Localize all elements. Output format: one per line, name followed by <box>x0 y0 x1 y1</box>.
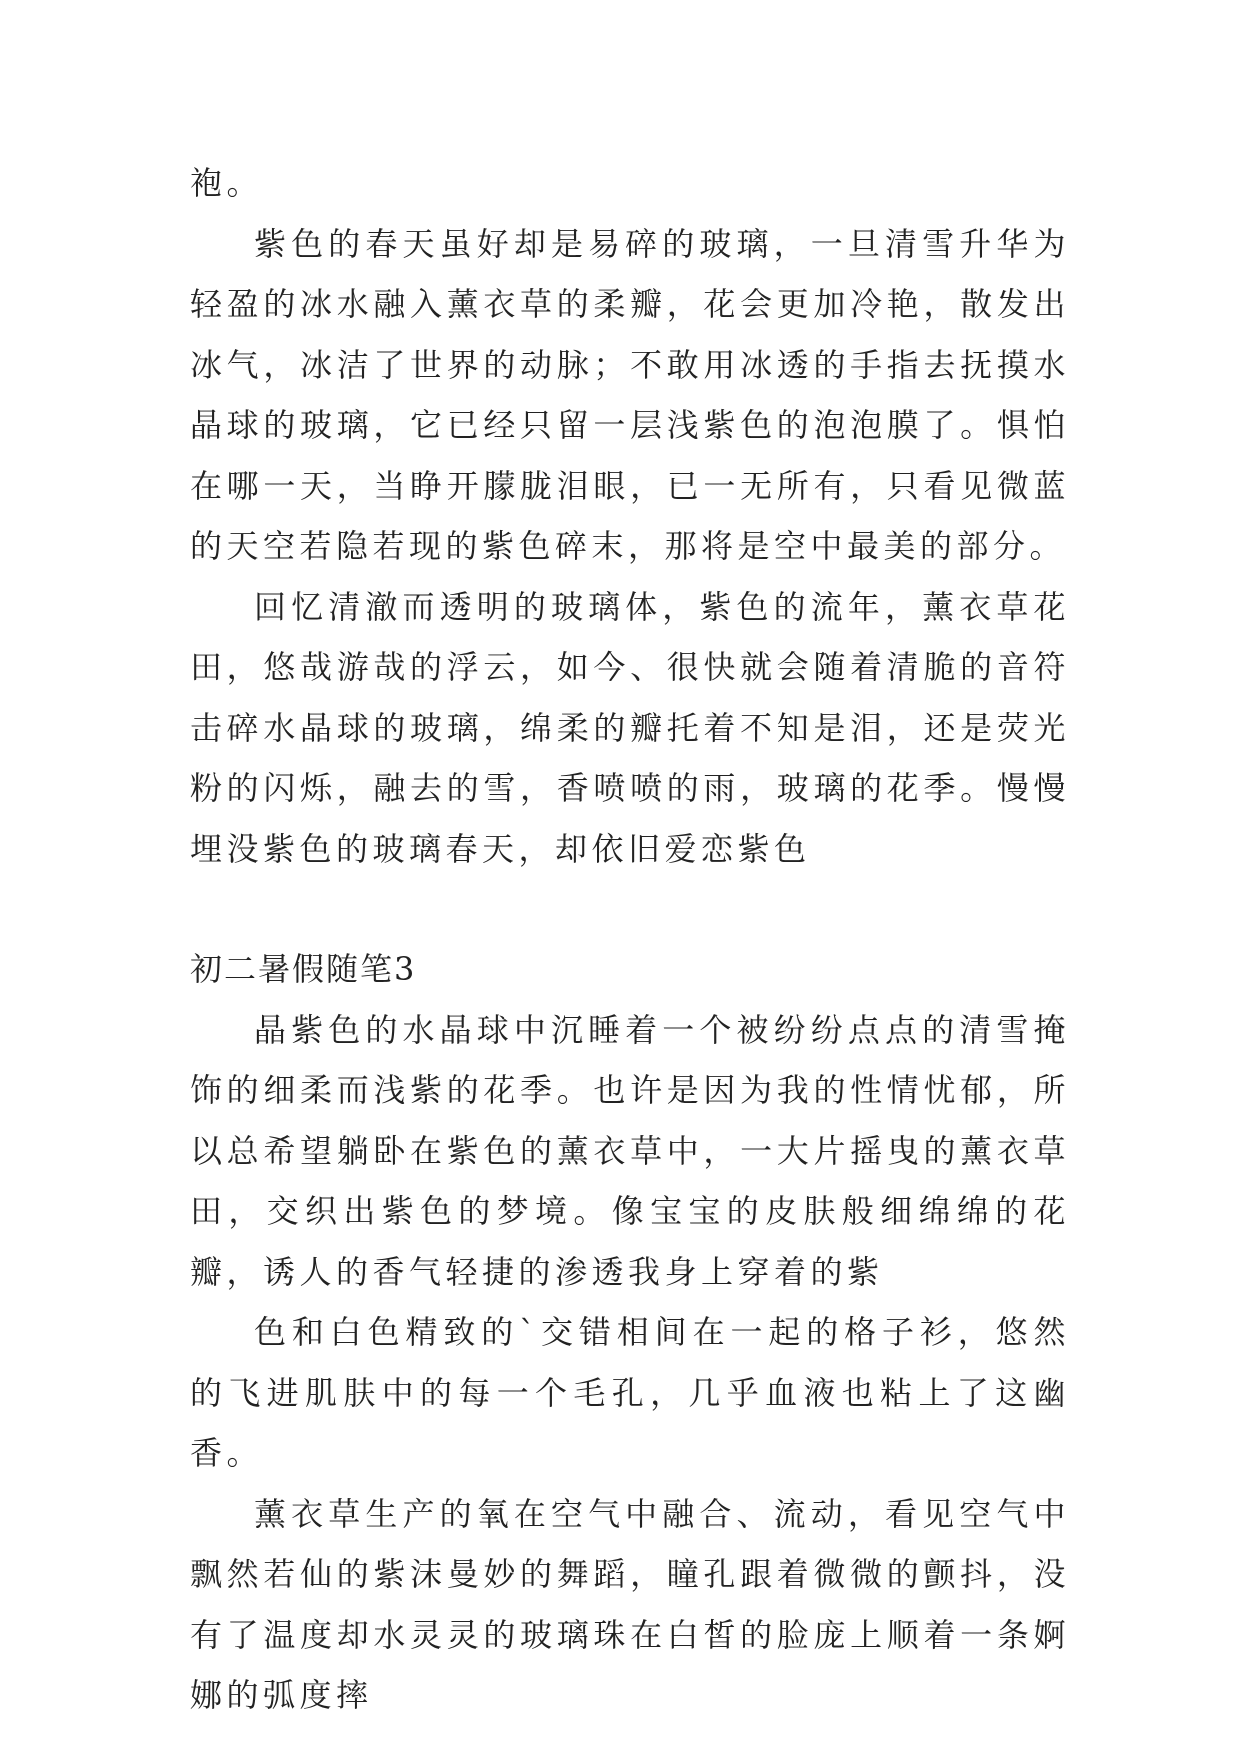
paragraph: 薰衣草生产的氧在空气中融合、流动，看见空气中飘然若仙的紫沫曼妙的舞蹈，瞳孔跟着微微的颤抖，没有了温度却水灵灵的玻璃珠在白皙的脸庞上顺着一条婀娜的弧度摔 <box>190 1494 1070 1714</box>
paragraph: 色和白色精致的`交错相间在一起的格子衫，悠然的飞进肌肤中的每一个毛孔，几乎血液也粘上了这幽香。 <box>190 1313 1070 1472</box>
document-body <box>190 153 1070 1726</box>
paragraph: 回忆清澈而透明的玻璃体，紫色的流年，薰衣草花田，悠哉游哉的浮云，如今、很快就会随着清脆的音符击碎水晶球的玻璃，绵柔的瓣托着不知是泪，还是荧光粉的闪烁，融去的雪，香喷喷的雨，玻璃的花季。慢慢埋没紫色的玻璃春天，却依旧爱恋紫色 <box>190 587 1070 868</box>
section-gap <box>190 879 1070 939</box>
paragraph-continuation: 袍。 <box>190 164 264 202</box>
section-title: 初二暑假随笔3 <box>190 950 417 988</box>
paragraph: 紫色的春天虽好却是易碎的玻璃，一旦清雪升华为轻盈的冰水融入薰衣草的柔瓣，花会更加冷艳，散发出冰气，冰洁了世界的动脉；不敢用冰透的手指去抚摸水晶球的玻璃，它已经只留一层浅紫色的泡泡膜了。惧怕在哪一天，当睁开朦胧泪眼，已一无所有，只看见微蓝的天空若隐若现的紫色碎末，那将是空中最美的部分。 <box>190 224 1070 565</box>
paragraph: 晶紫色的水晶球中沉睡着一个被纷纷点点的清雪掩饰的细柔而浅紫的花季。也许是因为我的性情忧郁，所以总希望躺卧在紫色的薰衣草中，一大片摇曳的薰衣草田，交织出紫色的梦境。像宝宝的皮肤般细绵绵的花瓣，诱人的香气轻捷的渗透我身上穿着的紫 <box>190 1010 1070 1291</box>
